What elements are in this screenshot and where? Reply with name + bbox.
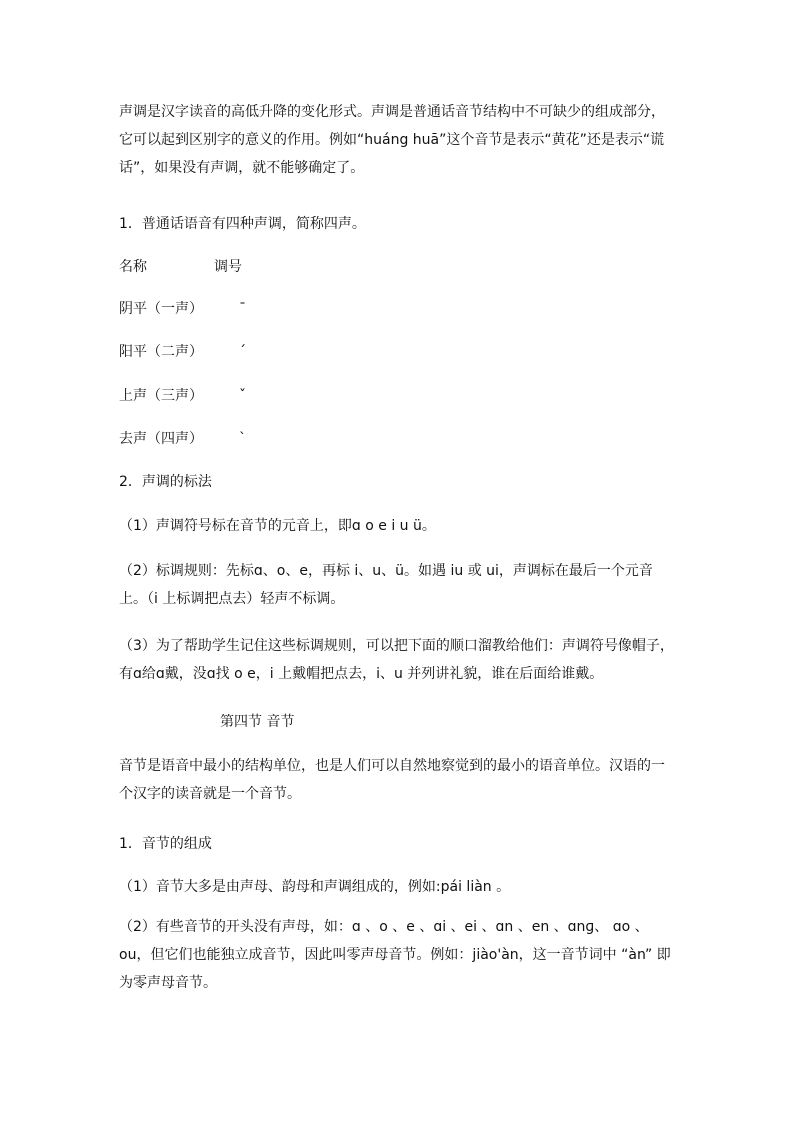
tone-row-1 (119, 299, 419, 319)
tone-table-header (119, 257, 419, 277)
tone-name: 上声（三声） (119, 388, 203, 404)
tone-mark: ˋ (239, 431, 246, 447)
header-mark: 调号 (214, 259, 242, 275)
syllable-intro: 音节是语音中最小的结构单位，也是人们可以自然地察觉到的最小的语音单位。汉语的一个汉字的读音就是一个音节。 (119, 758, 665, 802)
list-item-3: 1．音节的组成 (119, 836, 212, 852)
tone-row-2 (119, 342, 419, 362)
intro-paragraph: 声调是汉字读音的高低升降的变化形式。声调是普通话音节结构中不可缺少的组成部分，它可以起到区别字的意义的作用。例如“huáng huā”这个音节是表示“黄花”还是表示“谎话”，如果没有声调，就不能够确定了。 (119, 104, 665, 176)
rule-2: （2）标调规则：先标ɑ、o、e，再标 i、u、ü。如遇 iu 或 ui，声调标在最后一个元音上。（i 上标调把点去）轻声不标调。 (119, 563, 653, 607)
composition-1: （1）音节大多是由声母、韵母和声调组成的，例如:pái liàn 。 (119, 879, 511, 895)
rule-3: （3）为了帮助学生记住这些标调规则，可以把下面的顺口溜教给他们：声调符号像帽子，有ɑ给ɑ戴，没ɑ找 o e，i 上戴帽把点去，i、u 并列讲礼貌，谁在后面给谁戴。 (119, 638, 674, 682)
tone-mark: ˇ (239, 388, 246, 404)
tone-mark: ˊ (239, 344, 246, 360)
header-name: 名称 (119, 259, 147, 275)
section-title: 第四节 音节 (220, 714, 295, 730)
tone-name: 阴平（一声） (119, 301, 203, 317)
tone-mark: ˉ (239, 301, 246, 317)
tone-row-3 (119, 386, 419, 406)
rule-1: （1）声调符号标在音节的元音上，即ɑ o e i u ü。 (119, 518, 436, 534)
list-item-1: 1．普通话语音有四种声调，简称四声。 (119, 216, 366, 232)
tone-name: 阳平（二声） (119, 344, 203, 360)
composition-2: （2）有些音节的开头没有声母，如：ɑ 、o 、e 、ɑi 、ei 、ɑn 、en 、ɑnɡ、 ɑo 、ou，但它们也能独立成音节，因此叫零声母音节。例如：jiào'àn，这一音节词中 “àn” 即为零声母音节。 (119, 919, 671, 991)
tone-name: 去声（四声） (119, 431, 203, 447)
tone-row-4 (119, 429, 419, 449)
list-item-2: 2．声调的标法 (119, 474, 212, 490)
